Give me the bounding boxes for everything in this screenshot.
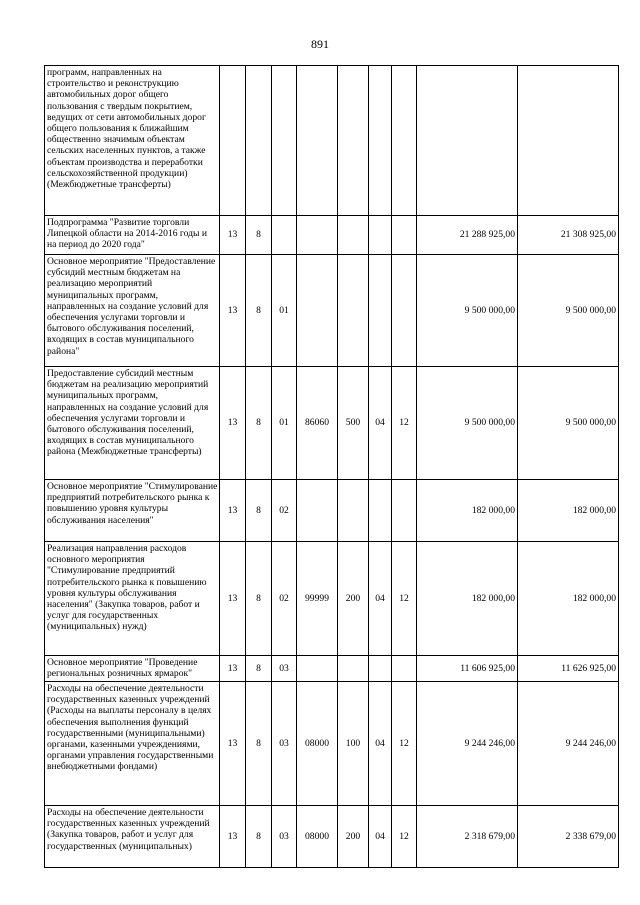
cell-code-6: 04 — [369, 682, 392, 806]
cell-code-7 — [392, 480, 417, 542]
table-row — [45, 542, 619, 656]
table-row — [45, 66, 619, 216]
cell-code-5: 200 — [338, 542, 369, 656]
cell-code-4: 99999 — [297, 542, 338, 656]
row-name: Основное мероприятие "Проведение региональных розничных ярмарок" — [45, 656, 220, 682]
cell-code-6: 04 — [369, 367, 392, 480]
cell-code-7: 12 — [392, 682, 417, 806]
cell-amount-1: 9 244 246,00 — [417, 682, 518, 806]
cell-code-2: 8 — [246, 656, 272, 682]
table-row — [45, 682, 619, 806]
cell-code-5 — [338, 480, 369, 542]
cell-code-3 — [272, 66, 297, 216]
cell-code-2 — [246, 66, 272, 216]
cell-code-1: 13 — [220, 255, 246, 367]
cell-amount-1: 2 318 679,00 — [417, 806, 518, 868]
cell-code-1: 13 — [220, 216, 246, 255]
cell-code-1: 13 — [220, 682, 246, 806]
cell-amount-1: 9 500 000,00 — [417, 367, 518, 480]
cell-amount-1: 182 000,00 — [417, 480, 518, 542]
row-name: Основное мероприятие "Предоставление субсидий местным бюджетам на реализацию мероприятий муниципальных программ, направленных на создание условий для обеспечения услугами торговли и бытового обслуживания поселений, входящих в состав муниципального района" — [45, 255, 220, 367]
cell-code-7: 12 — [392, 806, 417, 868]
row-name: Основное мероприятие "Стимулирование предприятий потребительского рынка к повышению уровня культуры обслуживания населения" — [45, 480, 220, 542]
cell-code-2: 8 — [246, 480, 272, 542]
cell-amount-1: 21 288 925,00 — [417, 216, 518, 255]
cell-code-6: 04 — [369, 542, 392, 656]
cell-code-5: 200 — [338, 806, 369, 868]
cell-code-3: 01 — [272, 367, 297, 480]
cell-amount-1: 9 500 000,00 — [417, 255, 518, 367]
cell-code-4 — [297, 66, 338, 216]
cell-code-3: 02 — [272, 480, 297, 542]
cell-code-4 — [297, 255, 338, 367]
row-name: Расходы на обеспечение деятельности государственных казенных учреждений (Расходы на выплаты персоналу в целях обеспечения выполнения функций государственными (муниципальными) органами, казенными учреждениями, органами управления государственными внебюджетными фондами) — [45, 682, 220, 806]
cell-amount-2: 9 500 000,00 — [518, 255, 619, 367]
cell-code-6: 04 — [369, 806, 392, 868]
table-row — [45, 480, 619, 542]
cell-code-4 — [297, 216, 338, 255]
row-name: Реализация направления расходов основного мероприятия "Стимулирование предприятий потребительского рынка к повышению уровня культуры обслуживания населения" (Закупка товаров, работ и услуг для государственных (муниципальных) нужд) — [45, 542, 220, 656]
page-number: 891 — [311, 37, 329, 51]
row-name: Расходы на обеспечение деятельности государственных казенных учреждений (Закупка товаров, работ и услуг для государственных (муниципальных) — [45, 806, 220, 868]
cell-code-7 — [392, 255, 417, 367]
cell-code-5 — [338, 66, 369, 216]
cell-code-3: 03 — [272, 806, 297, 868]
cell-code-6 — [369, 656, 392, 682]
cell-code-2: 8 — [246, 367, 272, 480]
cell-code-2: 8 — [246, 216, 272, 255]
table-row — [45, 656, 619, 682]
row-name: Подпрограмма "Развитие торговли Липецкой области на 2014-2016 годы и на период до 2020 года" — [45, 216, 220, 255]
cell-code-4 — [297, 656, 338, 682]
cell-code-7 — [392, 66, 417, 216]
cell-code-5 — [338, 255, 369, 367]
budget-table — [44, 65, 619, 868]
cell-amount-2: 9 500 000,00 — [518, 367, 619, 480]
cell-code-1 — [220, 66, 246, 216]
cell-amount-2: 182 000,00 — [518, 542, 619, 656]
cell-code-1: 13 — [220, 656, 246, 682]
cell-amount-2: 11 626 925,00 — [518, 656, 619, 682]
cell-code-6 — [369, 480, 392, 542]
cell-code-2: 8 — [246, 806, 272, 868]
row-name: Предоставление субсидий местным бюджетам на реализацию мероприятий муниципальных программ, направленных на создание условий для обеспечения услугами торговли и бытового обслуживания поселений, входящих в состав муниципального района (Межбюджетные трансферты) — [45, 367, 220, 480]
cell-code-2: 8 — [246, 682, 272, 806]
cell-amount-1: 182 000,00 — [417, 542, 518, 656]
cell-amount-1: 11 606 925,00 — [417, 656, 518, 682]
cell-amount-1 — [417, 66, 518, 216]
cell-amount-2 — [518, 66, 619, 216]
cell-code-6 — [369, 66, 392, 216]
cell-code-6 — [369, 216, 392, 255]
cell-code-4: 08000 — [297, 806, 338, 868]
cell-code-3: 03 — [272, 656, 297, 682]
table-row — [45, 255, 619, 367]
cell-code-2: 8 — [246, 542, 272, 656]
cell-code-3: 03 — [272, 682, 297, 806]
cell-code-7 — [392, 656, 417, 682]
cell-code-1: 13 — [220, 806, 246, 868]
cell-code-6 — [369, 255, 392, 367]
cell-code-5 — [338, 656, 369, 682]
cell-code-4: 86060 — [297, 367, 338, 480]
cell-code-3: 02 — [272, 542, 297, 656]
cell-code-1: 13 — [220, 367, 246, 480]
cell-amount-2: 2 338 679,00 — [518, 806, 619, 868]
cell-code-1: 13 — [220, 542, 246, 656]
cell-amount-2: 9 244 246,00 — [518, 682, 619, 806]
cell-code-5 — [338, 216, 369, 255]
cell-code-3 — [272, 216, 297, 255]
cell-amount-2: 21 308 925,00 — [518, 216, 619, 255]
cell-code-3: 01 — [272, 255, 297, 367]
cell-code-2: 8 — [246, 255, 272, 367]
table-row — [45, 367, 619, 480]
cell-code-1: 13 — [220, 480, 246, 542]
row-name: программ, направленных на строительство и реконструкцию автомобильных дорог общего пользования с твердым покрытием, ведущих от сети автомобильных дорог общего пользования к ближайшим общественно значимым объектам сельских населенных пунктов, а также объектам производства и переработки сельскохозяйственной продукции) (Межбюджетные трансферты) — [45, 66, 220, 216]
cell-code-4: 08000 — [297, 682, 338, 806]
cell-code-7: 12 — [392, 367, 417, 480]
cell-code-5: 500 — [338, 367, 369, 480]
cell-amount-2: 182 000,00 — [518, 480, 619, 542]
cell-code-7: 12 — [392, 542, 417, 656]
table-row — [45, 216, 619, 255]
table-row — [45, 806, 619, 868]
cell-code-4 — [297, 480, 338, 542]
cell-code-5: 100 — [338, 682, 369, 806]
cell-code-7 — [392, 216, 417, 255]
